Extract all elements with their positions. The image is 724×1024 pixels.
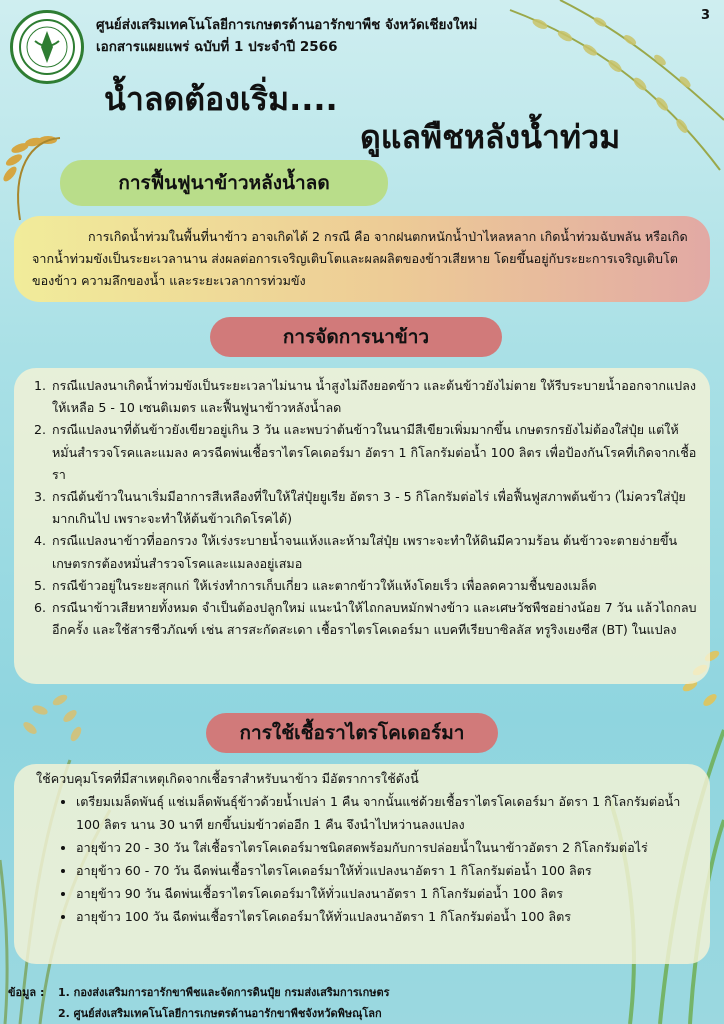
department-seal-icon: [17, 17, 77, 77]
list-item: • อายุข้าว 60 - 70 วัน ฉีดพ่นเชื้อราไตรโคเดอร์มาให้ทั่วแปลงนาอัตรา 1 กิโลกรัมต่อน้ำ 100 ลิตร: [76, 859, 698, 882]
list-item: 5. กรณีข้าวอยู่ในระยะสุกแก่ ให้เร่งทำการเก็บเกี่ยว และตากข้าวให้แห้งโดยเร็ว เพื่อลดความชื้นของเมล็ด: [50, 575, 698, 597]
list-item: • อายุข้าว 90 วัน ฉีดพ่นเชื้อราไตรโคเดอร์มาให้ทั่วแปลงนาอัตรา 1 กิโลกรัมต่อน้ำ 100 ลิตร: [76, 882, 698, 905]
section-heading-trichoderma: การใช้เชื้อราไตรโคเดอร์มา: [206, 713, 498, 753]
list-item: • อายุข้าว 20 - 30 วัน ใส่เชื้อราไตรโคเดอร์มาชนิดสดพร้อมกับการปล่อยน้ำในนาข้าวอัตรา 2 กิโลกรัมต่อไร่: [76, 836, 698, 859]
intro-paragraph-box: [14, 216, 710, 302]
list-item: 6. กรณีนาข้าวเสียหายทั้งหมด จำเป็นต้องปลูกใหม่ แนะนำให้ไถกลบหมักฟางข้าว และเศษวัชพืชอย่างน้อย 7 วัน แล้วไถกลบอีกครั้ง และใช้สารชีวภัณฑ์ เช่น สารสะกัดสะเดา เชื้อราไตรโคเดอร์มา แบคทีเรียบาซิลลัส ทรูริงเยงซีส (BT) ในแปลง: [50, 597, 698, 641]
list-item: 1. กรณีแปลงนาเกิดน้ำท่วมขังเป็นระยะเวลาไม่นาน น้ำสูงไม่ถึงยอดข้าว และต้นข้าวยังไม่ตาย ให้รีบระบายน้ำออกจากแปลง ให้เหลือ 5 - 10 เซนติเมตร และฟื้นฟูนาข้าวหลังน้ำลด: [50, 375, 698, 419]
reference-item: 1. กองส่งเสริมการอารักขาพืชและจัดการดินปุ๋ย กรมส่งเสริมการเกษตร: [58, 986, 390, 999]
list-item: 4. กรณีแปลงนาข้าวที่ออกรวง ให้เร่งระบายน้ำจนแห้งและห้ามใส่ปุ๋ย เพราะจะทำให้ดินมีความร้อน ต้นข้าวจะตายง่ายขึ้น เกษตรกรต้องหมั่นสำรวจโรคและแมลงอยู่เสมอ: [50, 530, 698, 574]
intro-paragraph: การเกิดน้ำท่วมในพื้นที่นาข้าว อาจเกิดได้ 2 กรณี คือ จากฝนตกหนักน้ำป่าไหลหลาก เกิดน้ำท่วมฉับพลัน หรือเกิดจากน้ำท่วมขังเป็นระยะเวลานาน ส่งผลต่อการเจริญเติบโตและผลผลิตของข้าวเสียหาย โดยขึ้นอยู่กับระยะการเจริญเติบโตของข้าว ความลึกของน้ำ และระยะเวลาการท่วมขัง: [32, 229, 688, 288]
department-logo: [10, 10, 84, 84]
rice-management-list: [28, 375, 698, 641]
section-heading-rice-recovery: การฟื้นฟูนาข้าวหลังน้ำลด: [60, 160, 388, 206]
organization-name: ศูนย์ส่งเสริมเทคโนโลยีการเกษตรด้านอารักขาพืช จังหวัดเชียงใหม่: [96, 17, 478, 33]
trichoderma-lead: ใช้ควบคุมโรคที่มีสาเหตุเกิดจากเชื้อราสำหรับนาข้าว มีอัตราการใช้ดังนี้: [36, 771, 419, 786]
rice-management-box: [14, 368, 710, 684]
main-title-line-1: น้ำลดต้องเริ่ม....: [104, 80, 338, 118]
header-block: [96, 14, 477, 58]
list-item: 2. กรณีแปลงนาที่ต้นข้าวยังเขียวอยู่เกิน 3 วัน และพบว่าต้นข้าวในนามีสีเขียวเพิ่มมากขึ้น เกษตรกรยังไม่ต้องใส่ปุ๋ย แต่ให้หมั่นสำรวจโรคและแมลง ควรฉีดพ่นเชื้อราไตรโคเดอร์มา อัตรา 1 กิโลกรัมต่อน้ำ 100 ลิตร เพื่อป้องกันโรคที่เกิดจากเชื้อรา: [50, 419, 698, 486]
trichoderma-box: [14, 764, 710, 964]
references-label: ข้อมูล :: [8, 986, 45, 999]
main-title-line-2: ดูแลพืชหลังน้ำท่วม: [360, 118, 621, 156]
page-number: 3: [700, 8, 710, 23]
list-item: • เตรียมเมล็ดพันธุ์ แช่เมล็ดพันธุ์ข้าวด้วยน้ำเปล่า 1 คืน จากนั้นแช่ด้วยเชื้อราไตรโคเดอร์มา อัตรา 1 กิโลกรัมต่อน้ำ 100 ลิตร นาน 30 นาที ยกขึ้นบ่มข้าวต่ออีก 1 คืน จึงนำไปหว่านลงแปลง: [76, 790, 698, 836]
list-item: • อายุข้าว 100 วัน ฉีดพ่นเชื้อราไตรโคเดอร์มาให้ทั่วแปลงนาอัตรา 1 กิโลกรัมต่อน้ำ 100 ลิตร: [76, 905, 698, 928]
reference-item: 2. ศูนย์ส่งเสริมเทคโนโลยีการเกษตรด้านอารักขาพืชจังหวัดพิษณุโลก: [58, 1007, 382, 1020]
references: [8, 982, 390, 1024]
list-item: 3. กรณีต้นข้าวในนาเริ่มมีอาการสีเหลืองที่ใบให้ใส่ปุ๋ยยูเรีย อัตรา 3 - 5 กิโลกรัมต่อไร่ เพื่อฟื้นฟูสภาพต้นข้าว (ไม่ควรใส่ปุ๋ยมากเกินไป เพราะจะทำให้ต้นข้าวเกิดโรคได้): [50, 486, 698, 530]
trichoderma-list: [36, 790, 698, 928]
section-heading-rice-management: การจัดการนาข้าว: [210, 317, 502, 357]
publication-info: เอกสารแผยแพร่ ฉบับที่ 1 ประจำปี 2566: [96, 39, 338, 55]
